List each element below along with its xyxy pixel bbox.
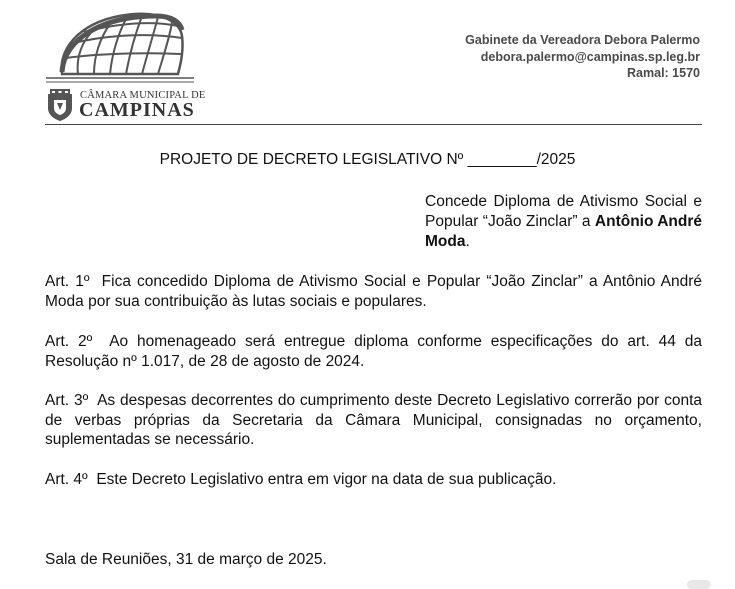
logo-text-campinas: CAMPINAS [79, 99, 195, 121]
closing-line: Sala de Reuniões, 31 de março de 2025. [45, 551, 327, 568]
office-name: Gabinete da Vereadora Debora Palermo [465, 33, 700, 47]
article-text: Fica concedido Diploma de Ativismo Social e Popular “João Zinclar” a Antônio André Moda por sua contribuição às lutas sociais e populares. [45, 273, 702, 310]
ementa-text: Concede Diploma de Ativismo Social e Popular “João Zinclar” a [425, 193, 702, 230]
scroll-indicator[interactable] [687, 580, 711, 589]
article-text: Este Decreto Legislativo entra em vigor na data de sua publicação. [96, 471, 557, 488]
article-2 [45, 332, 702, 371]
article-label: Art. 4º [45, 471, 88, 488]
honoree-name: Antônio André Moda [425, 213, 702, 250]
email-address: debora.palermo@campinas.sp.leg.br [480, 49, 700, 64]
logo-text-line1: CÂMARA MUNICIPAL DE [80, 90, 206, 101]
article-label: Art. 1º [45, 273, 90, 290]
article-text: Ao homenageado será entregue diploma conforme especificações do art. 44 da Resolução nº 1.017, de 28 de agosto de 2024. [45, 333, 703, 370]
article-4 [45, 470, 702, 490]
contact-block [465, 32, 700, 82]
ementa [425, 192, 702, 252]
article-label: Art. 2º [45, 333, 93, 350]
header-divider [45, 124, 702, 125]
article-label: Art. 3º [45, 392, 89, 409]
coat-of-arms-icon [44, 88, 76, 122]
article-text: As despesas decorrentes do cumprimento deste Decreto Legislativo correrão por conta de verbas próprias da Secretaria da Câmara Municipal, consignadas no orçamento, suplementadas se necessário. [45, 392, 702, 448]
ementa-end: . [465, 233, 470, 250]
document-title: PROJETO DE DECRETO LEGISLATIVO Nº ________/2025 [159, 151, 576, 168]
phone-extension: Ramal: 1570 [627, 66, 700, 80]
article-1 [45, 272, 702, 311]
article-3 [45, 391, 702, 450]
camara-logo [44, 8, 206, 121]
